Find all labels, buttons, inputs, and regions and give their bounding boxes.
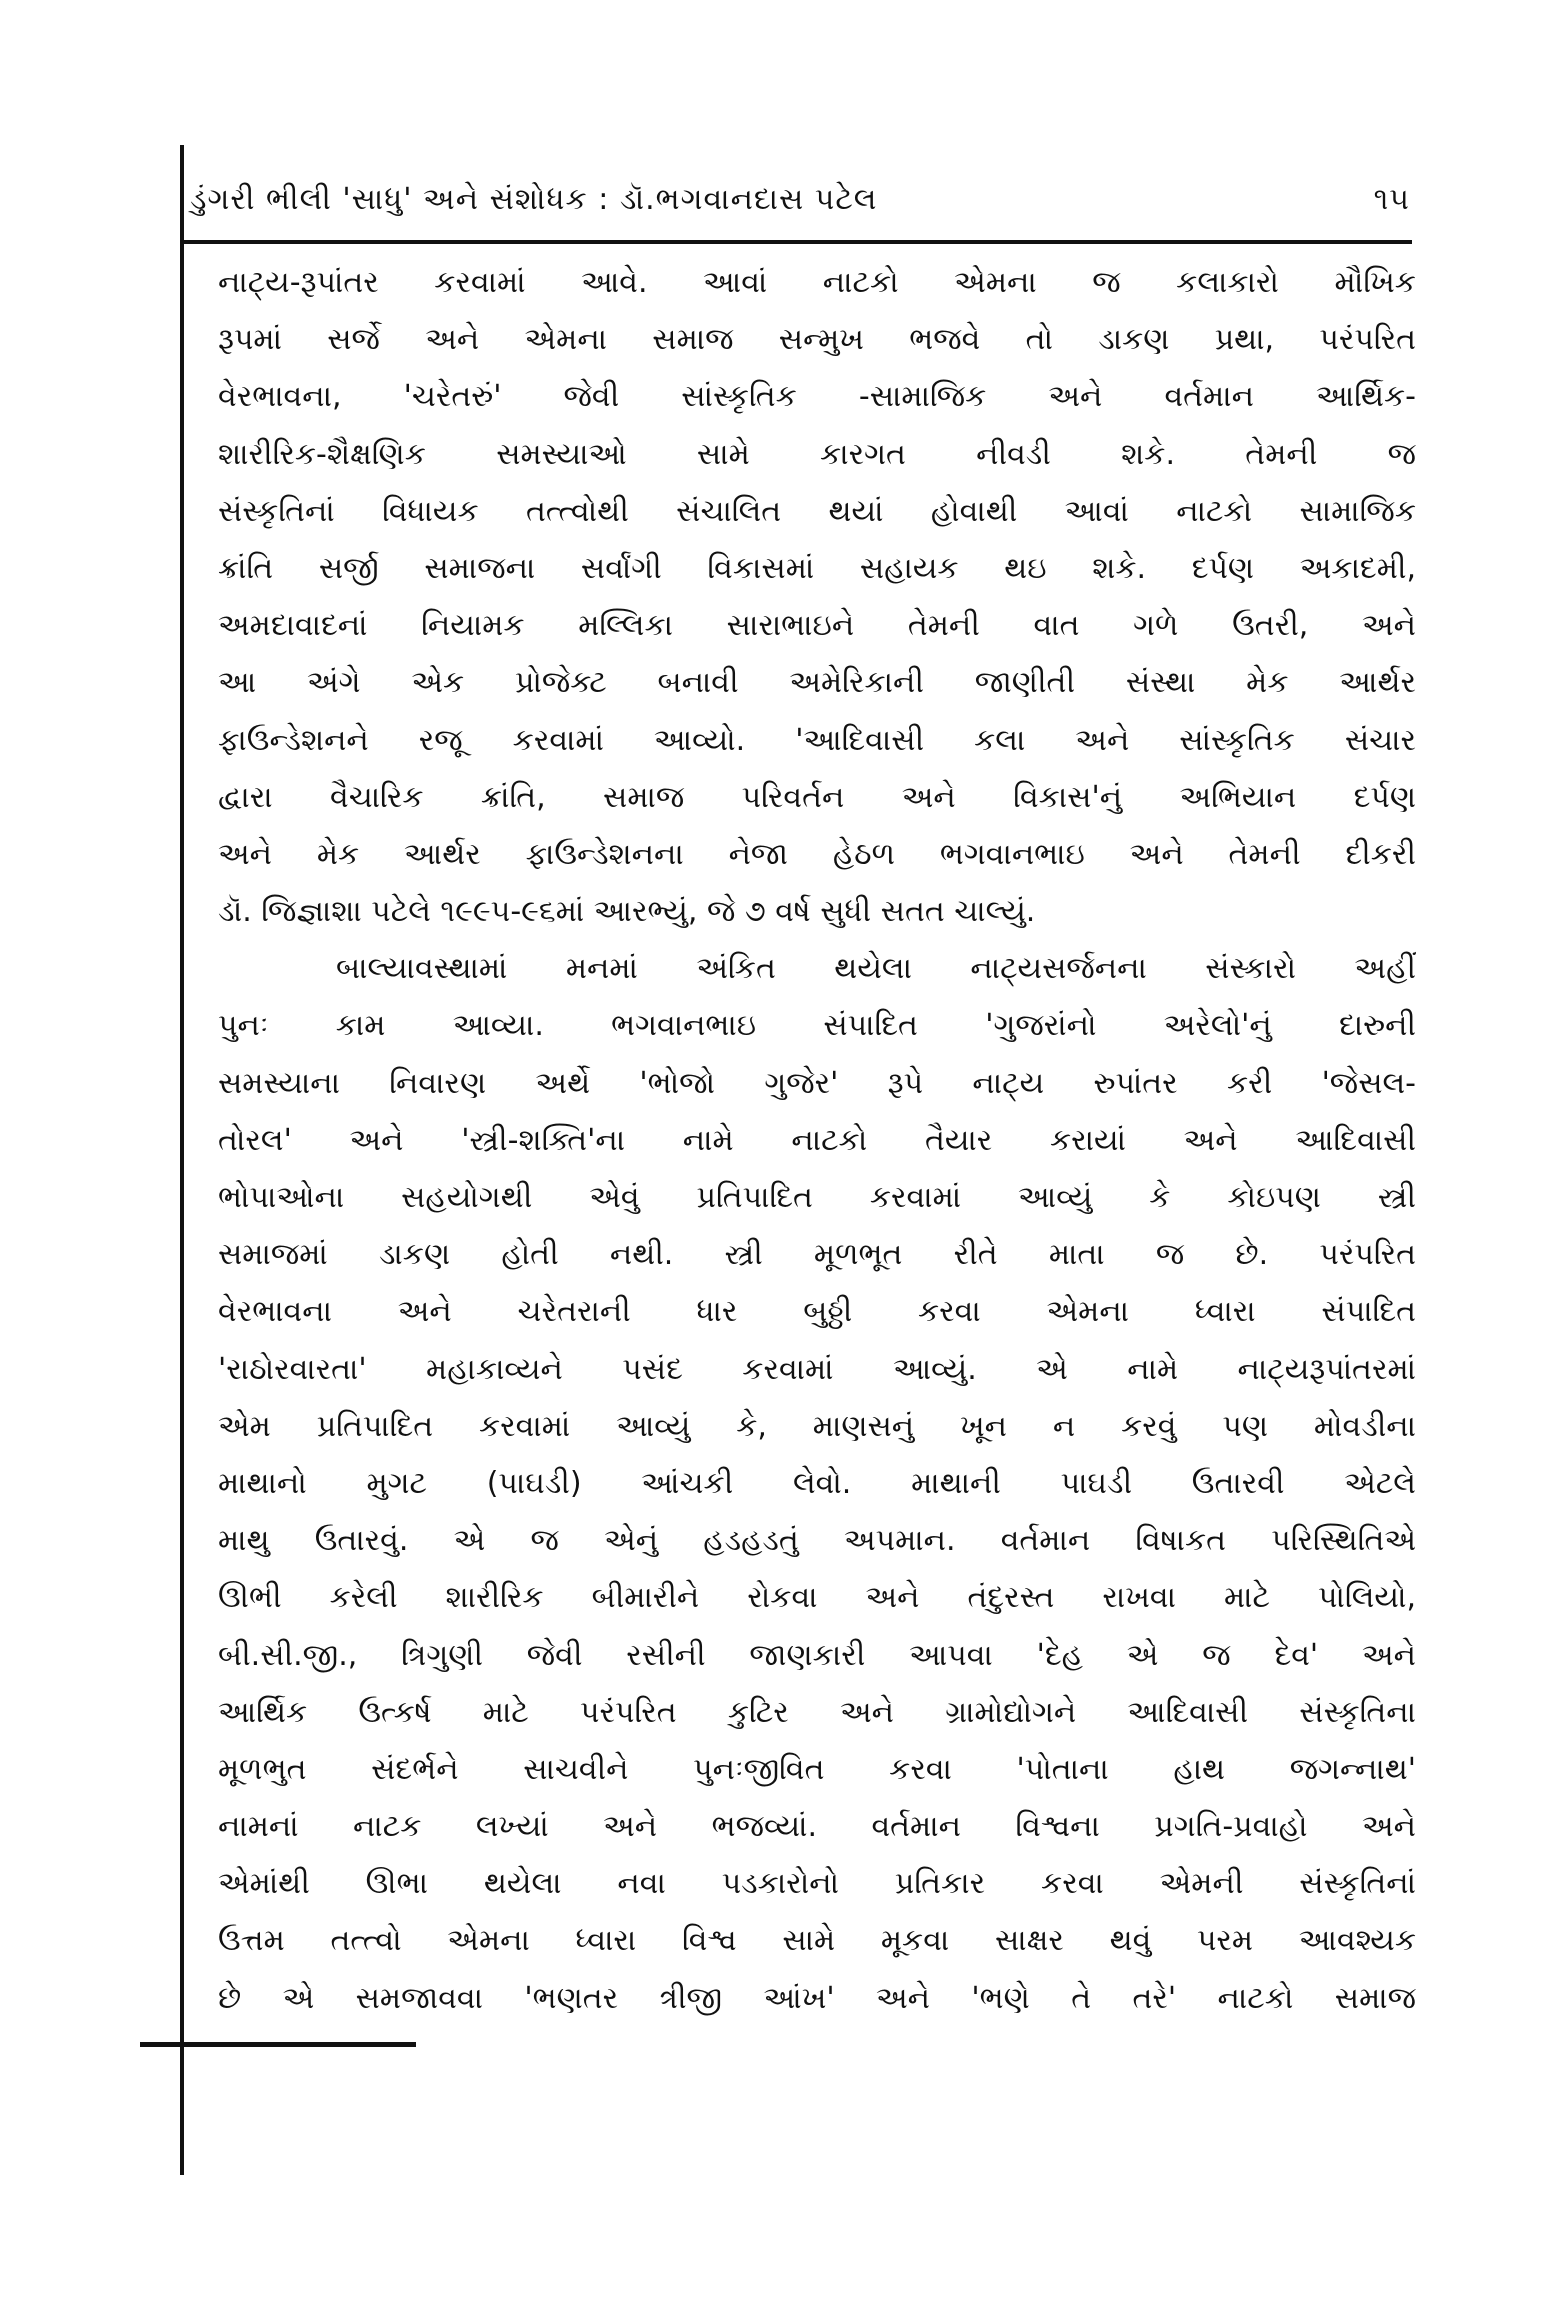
text-line: એમ પ્રતિપાદિત કરવામાં આવ્યું કે, માણસનું ખૂન ન કરવું પણ મોવડીના	[218, 1408, 1416, 1444]
text-line: નાટ્ય-રૂપાંતર કરવામાં આવે. આવાં નાટકો એમના જ કલાકારો મૌખિક	[218, 265, 1416, 300]
text-line: સમસ્યાના નિવારણ અર્થે 'ભોજો ગુજેર' રૂપે નાટ્ય રુપાંતર કરી 'જેસલ-	[218, 1065, 1416, 1101]
paragraph-first-line: બાલ્યાવસ્થામાં મનમાં અંકિત થયેલા નાટ્યસર્જનના સંસ્કારો અહીં	[336, 951, 1416, 987]
text-line: 'રાઠોરવારતા' મહાકાવ્યને પસંદ કરવામાં આવ્યું. એ નામે નાટ્યરૂપાંતરમાં	[218, 1351, 1416, 1387]
text-line: વેરભાવના અને ચરેતરાની ધાર બુઠ્ઠી કરવા એમના ધ્વારા સંપાદિત	[218, 1294, 1416, 1330]
body-text	[218, 254, 1416, 2027]
left-margin-rule	[180, 145, 184, 2175]
text-line: ક્રાંતિ સર્જી સમાજના સર્વાંગી વિકાસમાં સહાયક થઇ શકે. દર્પણ અકાદમી,	[218, 550, 1416, 586]
text-line: પુનઃ કામ આવ્યા. ભગવાનભાઇ સંપાદિત 'ગુજરાંનો અરેલો'નું દારુની	[218, 1008, 1416, 1044]
text-line: ફાઉન્ડેશનને રજૂ કરવામાં આવ્યો. 'આદિવાસી કલા અને સાંસ્કૃતિક સંચાર	[218, 722, 1416, 758]
text-line: નામનાં નાટક લખ્યાં અને ભજવ્યાં. વર્તમાન વિશ્વના પ્રગતિ-પ્રવાહો અને	[218, 1809, 1416, 1845]
text-line: એમાંથી ઊભા થયેલા નવા પડકારોનો પ્રતિકાર કરવા એમની સંસ્કૃતિનાં	[218, 1866, 1416, 1902]
page-number: ૧૫	[1373, 182, 1410, 217]
header-rule	[180, 240, 1412, 244]
text-line: વેરભાવના, 'ચરેતરું' જેવી સાંસ્કૃતિક -સામાજિક અને વર્તમાન આર્થિક-	[218, 379, 1416, 415]
text-line: અને મેક આર્થર ફાઉન્ડેશનના નેજા હેઠળ ભગવાનભાઇ અને તેમની દીકરી	[218, 836, 1416, 872]
text-line: છે એ સમજાવવા 'ભણતર ત્રીજી આંખ' અને 'ભણે તે તરે' નાટકો સમાજ	[218, 1980, 1416, 2016]
text-line: મૂળભુત સંદર્ભને સાચવીને પુનઃજીવિત કરવા 'પોતાના હાથ જગન્નાથ'	[218, 1751, 1416, 1787]
text-line: તોરલ' અને 'સ્ત્રી-શક્તિ'ના નામે નાટકો તૈયાર કરાયાં અને આદિવાસી	[218, 1122, 1416, 1158]
footer-rule	[140, 2042, 416, 2047]
text-line: ઊભી કરેલી શારીરિક બીમારીને રોકવા અને તંદુરસ્ત રાખવા માટે પોલિયો,	[218, 1580, 1416, 1616]
text-line: દ્વારા વૈચારિક ક્રાંતિ, સમાજ પરિવર્તન અને વિકાસ'નું અભિયાન દર્પણ	[218, 779, 1416, 815]
text-line: માથુ ઉતારવું. એ જ એનું હડહડતું અપમાન. વર્તમાન વિષાકત પરિસ્થિતિએ	[218, 1523, 1416, 1559]
text-line: સમાજમાં ડાકણ હોતી નથી. સ્ત્રી મૂળભૂત રીતે માતા જ છે. પરંપરિત	[218, 1237, 1416, 1273]
text-line: આર્થિક ઉત્કર્ષ માટે પરંપરિત કુટિર અને ગ્રામોદ્યોગને આદિવાસી સંસ્કૃતિના	[218, 1694, 1416, 1730]
text-line: ઉત્તમ તત્ત્વો એમના ધ્વારા વિશ્વ સામે મૂકવા સાક્ષર થવું પરમ આવશ્યક	[218, 1923, 1416, 1959]
text-line: સંસ્કૃતિનાં વિધાયક તત્ત્વોથી સંચાલિત થયાં હોવાથી આવાં નાટકો સામાજિક	[218, 493, 1416, 529]
text-line: આ અંગે એક પ્રોજેક્ટ બનાવી અમેરિકાની જાણીતી સંસ્થા મેક આર્થર	[218, 665, 1416, 701]
text-line: અમદાવાદનાં નિયામક મલ્લિકા સારાભાઇને તેમની વાત ગળે ઉતરી, અને	[218, 608, 1416, 644]
running-head-title: ડુંગરી ભીલી 'સાધુ' અને સંશોધક : ડૉ.ભગવાનદાસ પટેલ	[190, 182, 878, 217]
text-line: રૂપમાં સર્જે અને એમના સમાજ સન્મુખ ભજવે તો ડાકણ પ્રથા, પરંપરિત	[218, 322, 1416, 358]
text-line: ભોપાઓના સહયોગથી એવું પ્રતિપાદિત કરવામાં આવ્યું કે કોઇપણ સ્ત્રી	[218, 1180, 1416, 1215]
running-head	[190, 172, 1410, 228]
text-line: માથાનો મુગટ (પાઘડી) આંચકી લેવો. માથાની પાઘડી ઉતારવી એટલે	[218, 1465, 1416, 1501]
text-line: ડૉ. જિજ્ઞાશા પટેલે ૧૯૯૫-૯૬માં આરભ્યું, જે ૭ વર્ષ સુધી સતત ચાલ્યું.	[218, 894, 1036, 930]
text-line: બી.સી.જી., ત્રિગુણી જેવી રસીની જાણકારી આપવા 'દેહ એ જ દેવ' અને	[218, 1637, 1416, 1673]
text-line: શારીરિક-શૈક્ષણિક સમસ્યાઓ સામે કારગત નીવડી શકે. તેમની જ	[218, 436, 1416, 472]
